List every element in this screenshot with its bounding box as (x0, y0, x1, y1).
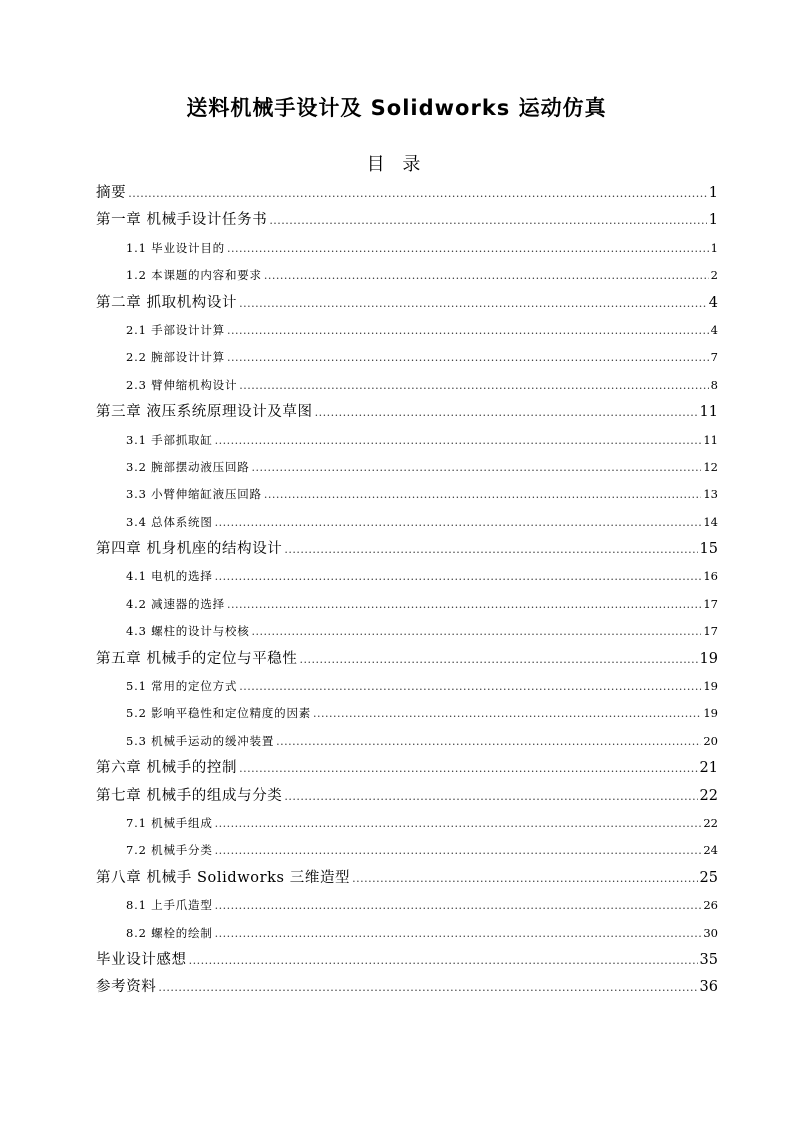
toc-section-entry[interactable] (96, 454, 718, 481)
toc-chapter-entry[interactable] (96, 290, 718, 317)
toc-entry-label: 参考资料 (96, 979, 157, 996)
toc-entry-label: 1.2 本课题的内容和要求 (126, 268, 262, 283)
toc-dot-leader (284, 783, 697, 810)
toc-entry-page-number: 7 (710, 350, 718, 365)
toc-entry-label: 第七章 机械手的组成与分类 (96, 787, 283, 804)
toc-section-entry[interactable] (96, 563, 718, 590)
toc-entry-label: 5.2 影响平稳性和定位精度的因素 (126, 706, 312, 721)
toc-section-entry[interactable] (96, 728, 718, 755)
toc-entry-page-number: 15 (699, 541, 718, 558)
toc-entry-label: 8.2 螺栓的绘制 (126, 925, 213, 940)
toc-entry-label: 3.1 手部抓取缸 (126, 432, 213, 447)
toc-dot-leader (264, 481, 702, 508)
toc-entry-page-number: 12 (703, 459, 718, 474)
toc-dot-leader (284, 536, 697, 563)
toc-entry-page-number: 14 (703, 514, 718, 529)
toc-entry-label: 3.2 腕部摆动液压回路 (126, 459, 250, 474)
document-title: 送料机械手设计及 Solidworks 运动仿真 (186, 96, 607, 120)
toc-entry-page-number: 19 (703, 679, 718, 694)
toc-chapter-entry[interactable] (96, 180, 718, 207)
toc-entry-label: 第四章 机身机座的结构设计 (96, 541, 283, 558)
toc-dot-leader (227, 235, 709, 262)
toc-entry-label: 毕业设计感想 (96, 951, 187, 968)
toc-section-entry[interactable] (96, 591, 718, 618)
toc-dot-leader (189, 947, 698, 974)
toc-dot-leader (227, 317, 709, 344)
toc-dot-leader (313, 700, 701, 727)
toc-chapter-entry[interactable] (96, 865, 718, 892)
toc-entry-page-number: 17 (703, 624, 718, 639)
toc-section-entry[interactable] (96, 509, 718, 536)
toc-entry-page-number: 4 (710, 322, 718, 337)
toc-entry-page-number: 20 (703, 733, 718, 748)
toc-section-entry[interactable] (96, 673, 718, 700)
toc-entry-label: 7.2 机械手分类 (126, 843, 213, 858)
toc-entry-page-number: 4 (708, 294, 718, 311)
toc-entry-page-number: 22 (703, 815, 718, 830)
toc-entry-label: 2.1 手部设计计算 (126, 322, 225, 337)
toc-section-entry[interactable] (96, 372, 718, 399)
toc-dot-leader (215, 427, 702, 454)
toc-section-entry[interactable] (96, 700, 718, 727)
table-of-contents (96, 180, 718, 1002)
toc-dot-leader (128, 180, 707, 207)
toc-section-entry[interactable] (96, 481, 718, 508)
toc-dot-leader (239, 673, 701, 700)
toc-entry-page-number: 22 (699, 787, 718, 804)
toc-entry-page-number: 24 (703, 843, 718, 858)
toc-dot-leader (215, 920, 702, 947)
toc-dot-leader (227, 591, 701, 618)
toc-entry-page-number: 11 (703, 432, 718, 447)
toc-section-entry[interactable] (96, 317, 718, 344)
toc-entry-label: 摘要 (96, 185, 127, 201)
toc-dot-leader (215, 837, 702, 864)
toc-entry-page-number: 13 (703, 487, 718, 502)
toc-entry-page-number: 21 (699, 760, 718, 777)
toc-entry-label: 第一章 机械手设计任务书 (96, 212, 268, 229)
toc-entry-label: 第三章 液压系统原理设计及草图 (96, 404, 313, 421)
toc-dot-leader (264, 262, 709, 289)
toc-entry-page-number: 19 (699, 650, 718, 667)
toc-dot-leader (239, 372, 708, 399)
toc-entry-page-number: 25 (699, 869, 718, 886)
toc-dot-leader (215, 563, 702, 590)
toc-dot-leader (300, 646, 698, 673)
toc-entry-page-number: 1 (708, 185, 718, 201)
toc-entry-page-number: 19 (703, 706, 718, 721)
toc-chapter-entry[interactable] (96, 783, 718, 810)
toc-section-entry[interactable] (96, 837, 718, 864)
toc-entry-page-number: 30 (703, 925, 718, 940)
toc-dot-leader (352, 865, 697, 892)
toc-dot-leader (239, 755, 697, 782)
toc-chapter-entry[interactable] (96, 947, 718, 974)
toc-dot-leader (215, 810, 702, 837)
toc-entry-page-number: 16 (703, 569, 718, 584)
toc-dot-leader (315, 399, 698, 426)
toc-entry-label: 3.4 总体系统图 (126, 514, 213, 529)
toc-entry-label: 5.1 常用的定位方式 (126, 679, 238, 694)
toc-entry-page-number: 36 (699, 979, 718, 996)
toc-entry-page-number: 11 (699, 404, 718, 421)
toc-section-entry[interactable] (96, 262, 718, 289)
toc-entry-label: 第八章 机械手 Solidworks 三维造型 (96, 869, 351, 886)
toc-dot-leader (215, 509, 702, 536)
toc-dot-leader (276, 728, 701, 755)
toc-entry-label: 7.1 机械手组成 (126, 815, 213, 830)
toc-chapter-entry[interactable] (96, 755, 718, 782)
toc-dot-leader (252, 454, 702, 481)
toc-heading: 目 录 (366, 154, 427, 175)
toc-dot-leader (269, 207, 706, 234)
toc-entry-label: 2.2 腕部设计计算 (126, 350, 225, 365)
toc-section-entry[interactable] (96, 920, 718, 947)
toc-entry-label: 8.1 上手爪造型 (126, 898, 213, 913)
toc-section-entry[interactable] (96, 810, 718, 837)
toc-entry-label: 4.1 电机的选择 (126, 569, 213, 584)
toc-dot-leader (252, 618, 702, 645)
toc-entry-page-number: 1 (710, 240, 718, 255)
toc-entry-label: 2.3 臂伸缩机构设计 (126, 377, 238, 392)
toc-entry-label: 3.3 小臂伸缩缸液压回路 (126, 487, 262, 502)
toc-entry-label: 1.1 毕业设计目的 (126, 240, 225, 255)
toc-entry-label: 第六章 机械手的控制 (96, 760, 238, 777)
toc-entry-label: 4.3 螺柱的设计与校核 (126, 624, 250, 639)
toc-section-entry[interactable] (96, 344, 718, 371)
toc-dot-leader (239, 290, 707, 317)
toc-chapter-entry[interactable] (96, 646, 718, 673)
toc-entry-page-number: 8 (710, 377, 718, 392)
toc-entry-label: 4.2 减速器的选择 (126, 596, 225, 611)
toc-section-entry[interactable] (96, 618, 718, 645)
toc-chapter-entry[interactable] (96, 399, 718, 426)
toc-entry-page-number: 26 (703, 898, 718, 913)
toc-entry-page-number: 35 (699, 951, 718, 968)
toc-entry-page-number: 1 (708, 212, 718, 229)
toc-dot-leader (227, 344, 709, 371)
toc-chapter-entry[interactable] (96, 974, 718, 1001)
toc-entry-page-number: 2 (710, 268, 718, 283)
toc-chapter-entry[interactable] (96, 207, 718, 234)
toc-dot-leader (158, 974, 697, 1001)
toc-section-entry[interactable] (96, 235, 718, 262)
toc-dot-leader (215, 892, 702, 919)
toc-chapter-entry[interactable] (96, 536, 718, 563)
toc-entry-page-number: 17 (703, 596, 718, 611)
toc-entry-label: 5.3 机械手运动的缓冲装置 (126, 733, 275, 748)
toc-section-entry[interactable] (96, 427, 718, 454)
toc-entry-label: 第二章 抓取机构设计 (96, 294, 238, 311)
toc-entry-label: 第五章 机械手的定位与平稳性 (96, 650, 298, 667)
toc-section-entry[interactable] (96, 892, 718, 919)
